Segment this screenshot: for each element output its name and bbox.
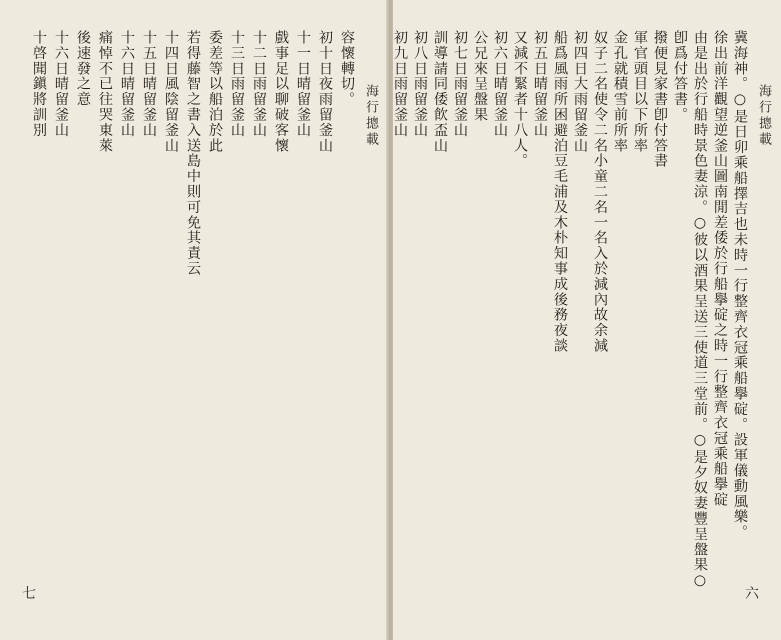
- text-column: 委差等以船泊於此: [207, 30, 223, 154]
- text-column: 初八日雨留釜山: [412, 30, 428, 138]
- text-column: 十六日晴留釜山: [53, 30, 69, 138]
- left-folio: 七: [22, 586, 36, 602]
- text-column: 金孔就積雪前所率: [612, 30, 628, 154]
- text-column: 痛悼不已往哭東萊: [97, 30, 113, 154]
- text-column: 軍官頭目以下所率: [632, 30, 648, 154]
- text-column: 十一日晴留釜山: [295, 30, 311, 138]
- text-column: 初五日晴留釜山: [532, 30, 548, 138]
- text-column: 船爲風雨所困避泊豆毛浦及木朴知事成後務夜談: [552, 30, 568, 354]
- text-column: 徐出前洋觀望逆釜山圖南閒差倭於行船擧碇之時一行整齊衣冠乘船擧碇: [712, 30, 728, 508]
- text-column: 公兄來呈盤果: [472, 30, 488, 123]
- text-column: 冀海神。○是日卯乘船擇吉也未時一行整齊衣冠乘船擧碇。設軍儀動風樂。: [732, 30, 748, 540]
- text-column: 卽爲付答書。: [672, 30, 688, 123]
- text-column: 又減不緊者十八人。: [512, 30, 528, 169]
- text-column: 初七日雨留釜山: [452, 30, 468, 138]
- text-column: 十啓聞鎭將訓別: [31, 30, 47, 138]
- text-column: 若得藤智之書入送島中則可免其責云: [185, 30, 201, 277]
- text-column: 戲事足以聊破客懷: [273, 30, 289, 154]
- text-column: 十四日風陰留釜山: [163, 30, 179, 154]
- text-column: 初四日大雨留釜山: [572, 30, 588, 154]
- text-column: 由是出於行船時景色妻涼。○彼以酒果呈送三使道三堂前。○是夕奴妻豐呈盤果○: [692, 30, 708, 590]
- text-column: 初九日雨留釜山: [392, 30, 408, 138]
- text-column: 容懷轉切。: [339, 30, 355, 107]
- right-page: [393, 0, 781, 640]
- left-running-head: 海行摠載: [363, 84, 378, 148]
- text-column: 訓導請同倭飮盃山: [432, 30, 448, 154]
- text-column: 後速發之意: [75, 30, 91, 107]
- text-column: 十六日晴留釜山: [119, 30, 135, 138]
- text-column: 奴子二名使令二名小童二名一名入於減內故余減: [592, 30, 608, 354]
- right-folio: 六: [745, 586, 759, 602]
- text-column: 初十日夜雨留釜山: [317, 30, 333, 154]
- text-column: 十五日晴留釜山: [141, 30, 157, 138]
- text-column: 十三日雨留釜山: [229, 30, 245, 138]
- text-column: 初六日晴留釜山: [492, 30, 508, 138]
- left-page: [0, 0, 388, 640]
- right-running-head: 海行摠載: [756, 84, 771, 148]
- text-column: 撥便見家書卽付答書: [652, 30, 668, 169]
- text-column: 十二日雨留釜山: [251, 30, 267, 138]
